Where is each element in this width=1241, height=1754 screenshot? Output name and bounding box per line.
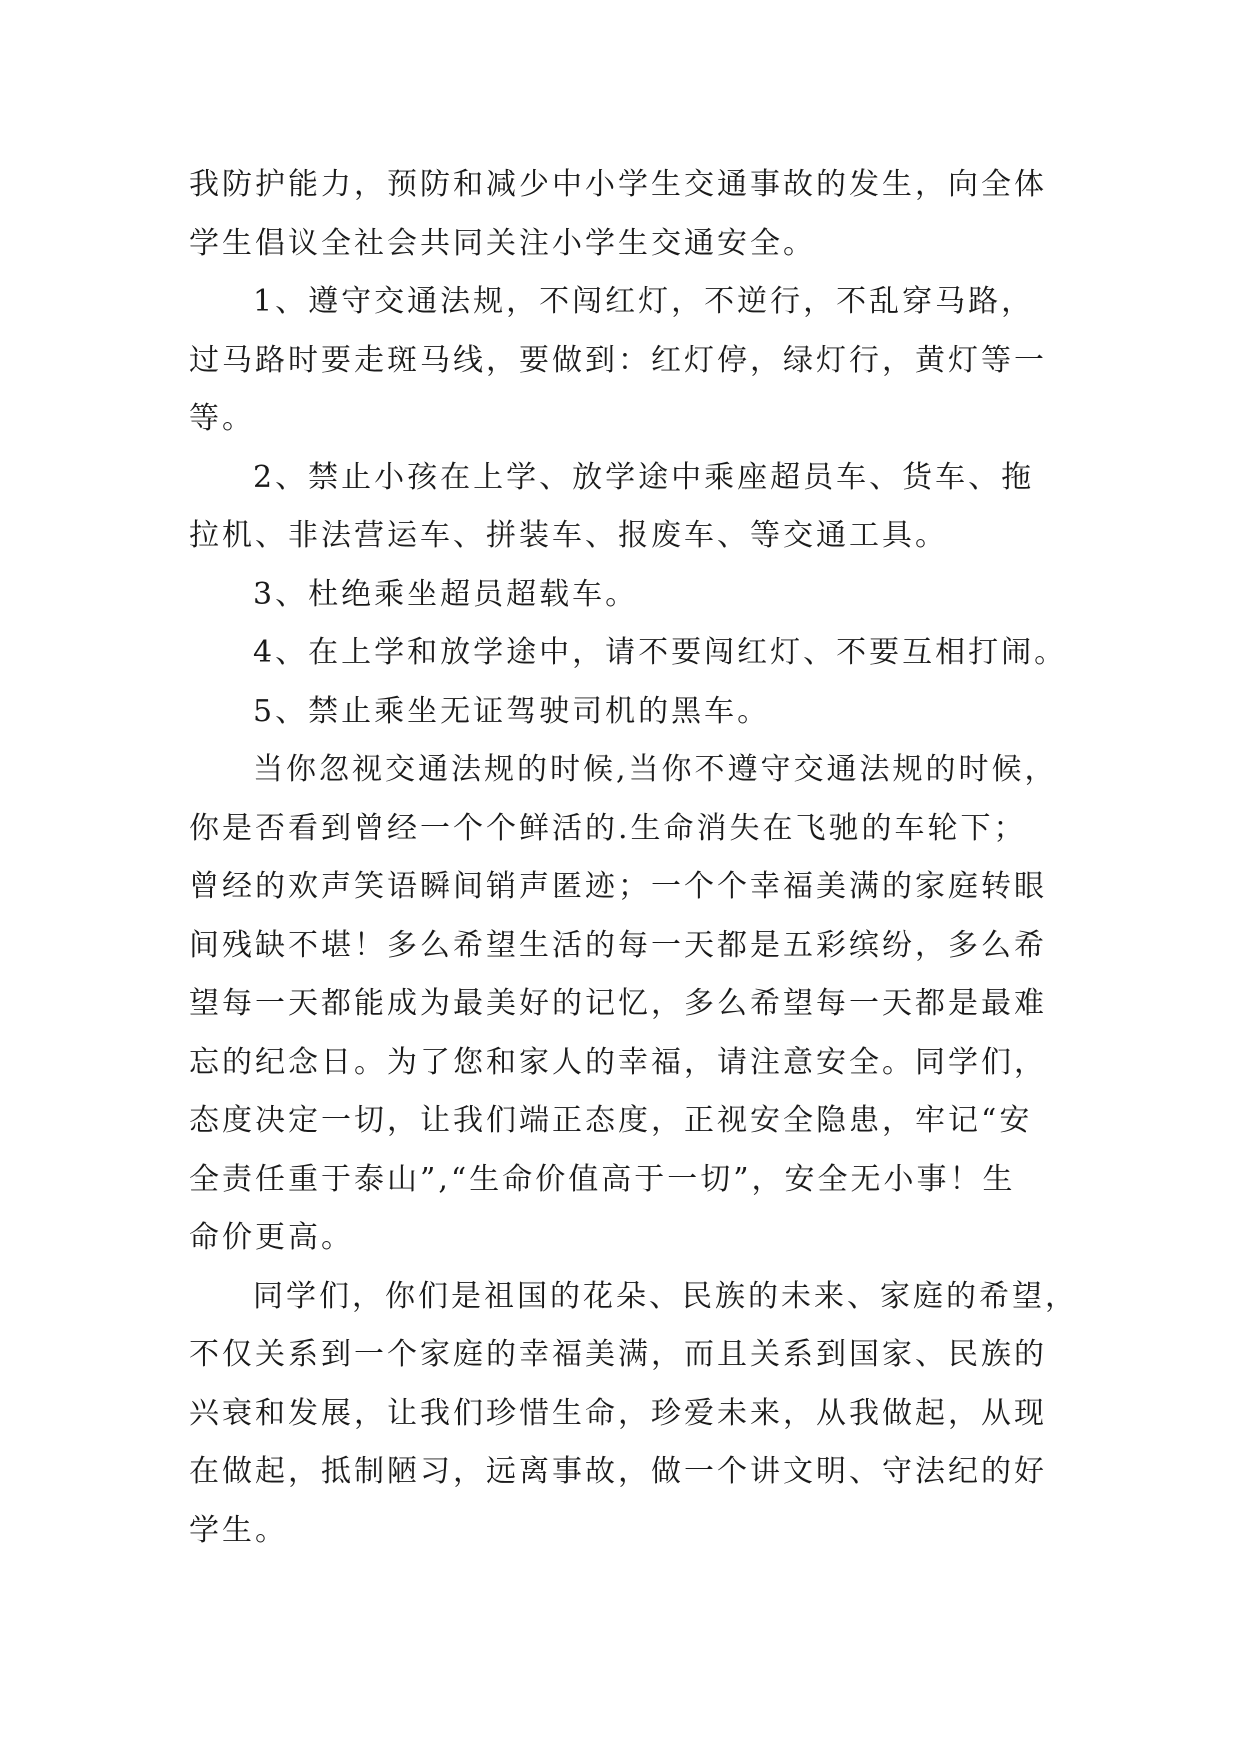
text-line: 当你忽视交通法规的时候,当你不遵守交通法规的时候， — [253, 752, 1058, 787]
text-line: 望每一天都能成为最美好的记忆，多么希望每一天都是最难 — [189, 986, 1047, 1021]
text-line: 你是否看到曾经一个个鲜活的.生命消失在飞驰的车轮下； — [189, 810, 1027, 846]
text-line: 3、杜绝乘坐超员超载车。 — [253, 576, 639, 612]
text-line: 我防护能力，预防和减少中小学生交通事故的发生，向全体 — [189, 167, 1047, 202]
text-line: 间残缺不堪！多么希望生活的每一天都是五彩缤纷，多么希 — [189, 927, 1047, 963]
text-line: 态度决定一切，让我们端正态度，正视安全隐患，牢记“安 — [189, 1103, 1033, 1138]
text-line: 2、禁止小孩在上学、放学途中乘座超员车、货车、拖 — [253, 459, 1035, 495]
text-line: 命价更高。 — [189, 1220, 354, 1255]
text-line: 等。 — [189, 401, 255, 436]
text-line: 学生。 — [189, 1512, 288, 1548]
text-line: 曾经的欢声笑语瞬间销声匿迹；一个个幸福美满的家庭转眼 — [189, 869, 1047, 904]
text-line: 在做起，抵制陋习，远离事故，做一个讲文明、守法纪的好 — [189, 1454, 1047, 1489]
text-line: 兴衰和发展，让我们珍惜生命，珍爱未来，从我做起，从现 — [189, 1395, 1047, 1431]
text-line: 不仅关系到一个家庭的幸福美满，而且关系到国家、民族的 — [189, 1337, 1047, 1372]
document-body — [189, 156, 1078, 1560]
text-line: 同学们，你们是祖国的花朵、民族的未来、家庭的希望， — [253, 1278, 1078, 1314]
text-line: 忘的纪念日。为了您和家人的幸福，请注意安全。同学们， — [189, 1044, 1047, 1080]
text-line: 全责任重于泰山”,“生命价值高于一切”，安全无小事！生 — [189, 1161, 1016, 1197]
text-line: 拉机、非法营运车、拼装车、报废车、等交通工具。 — [189, 518, 948, 553]
text-line: 4、在上学和放学途中，请不要闯红灯、不要互相打闹。 — [253, 635, 1068, 670]
text-line: 5、禁止乘坐无证驾驶司机的黑车。 — [253, 693, 771, 729]
text-line: 过马路时要走斑马线，要做到：红灯停，绿灯行，黄灯等一 — [189, 342, 1047, 378]
text-line: 学生倡议全社会共同关注小学生交通安全。 — [189, 225, 816, 261]
text-line: 1、遵守交通法规，不闯红灯，不逆行，不乱穿马路， — [253, 284, 1035, 319]
